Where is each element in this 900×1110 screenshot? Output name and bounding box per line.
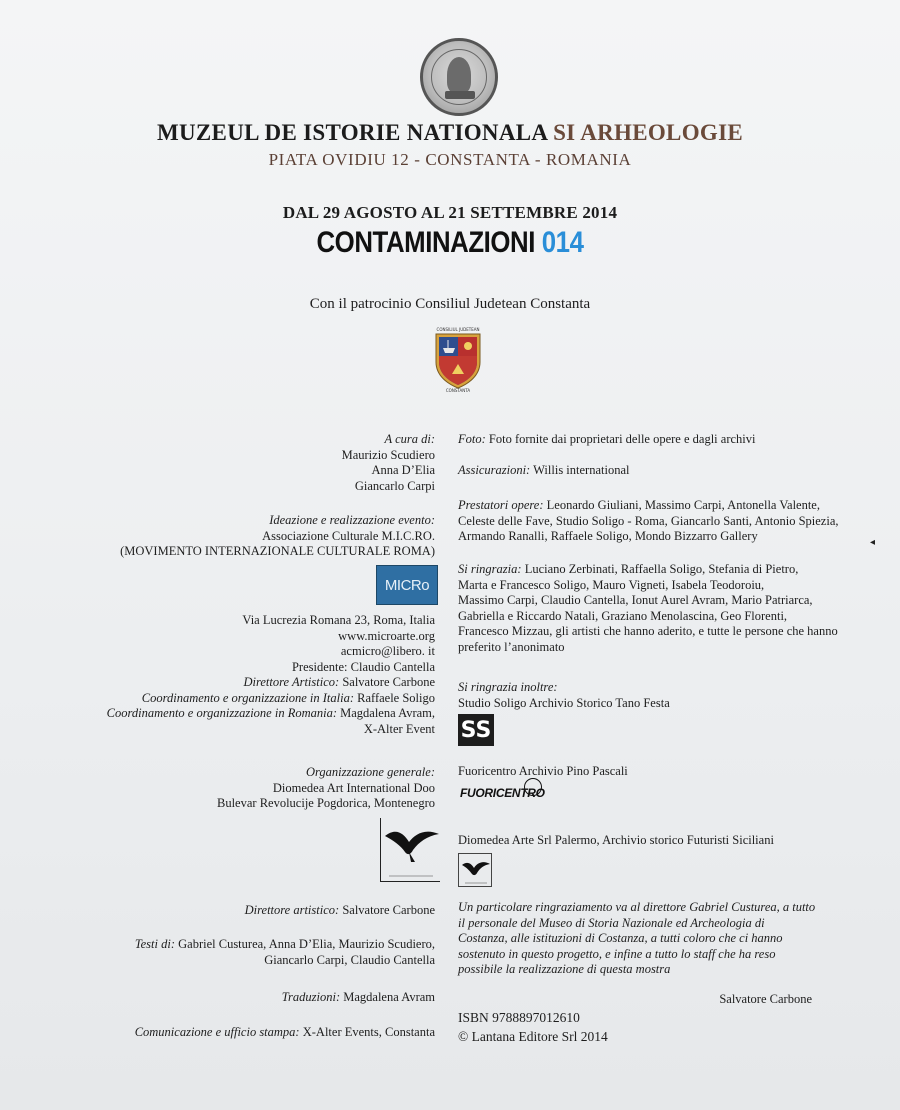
exhibition-year: 014 [541, 226, 584, 259]
comunicazione-value: X-Alter Events, Constanta [299, 1025, 435, 1039]
diomedea-block [458, 833, 868, 849]
patronage-text: Con il patrocinio Consiliul Judetean Constanta [309, 296, 591, 312]
coord-romania-label: Coordinamento e organizzazione in Romania: [106, 706, 337, 720]
org-line-2: Bulevar Revolucije Pogdorica, Montenegro [217, 796, 435, 810]
museum-title-part1: MUZEUL DE ISTORIE NATIONALA [157, 120, 554, 145]
ringrazia-line-3: Massimo Carpi, Claudio Cantella, Ionut Aurel Avram, Mario Patriarca, [458, 593, 813, 607]
seal-base [445, 91, 475, 99]
direttore-label: Direttore Artistico: [243, 675, 340, 689]
museum-address: PIATA OVIDIU 12 - CONSTANTA - ROMANIA [268, 150, 632, 169]
foto-block [458, 432, 868, 448]
organizzazione-block [217, 765, 435, 812]
ringrazia-line-1: Luciano Zerbinati, Raffaella Soligo, Stefania di Pietro, [521, 562, 799, 576]
testi-block [135, 937, 435, 968]
crest-caption-top: CONSILIUL JUDETEAN [436, 327, 480, 332]
coord-romania [107, 706, 435, 722]
foto-label: Foto: [458, 432, 486, 446]
curator-1: Maurizio Scudiero [341, 447, 435, 462]
direttore2-block [245, 903, 435, 919]
ringrazia-block [458, 562, 868, 655]
comunicazione-block [135, 1025, 435, 1041]
crest-graphic [428, 326, 488, 392]
testi-value: Gabriel Custurea, Anna D’Elia, Maurizio Scudiero, [175, 937, 435, 951]
comunicazione-label: Comunicazione e ufficio stampa: [134, 1025, 300, 1039]
ringrazia-inoltre-block [458, 680, 868, 711]
prestatori-line-3: Armando Ranalli, Raffaele Soligo, Mondo Bizzarro Gallery [458, 529, 758, 543]
org-line-1: Diomedea Art International Doo [272, 780, 435, 795]
a-cura-label: A cura di: [384, 432, 435, 446]
ringrazia-label: Si ringrazia: [458, 562, 522, 576]
testi-label: Testi di: [134, 937, 175, 951]
ringrazia-line-4: Gabriella e Riccardo Natali, Graziano Menolascina, Geo Florenti, [458, 608, 788, 623]
signature: Salvatore Carbone [719, 992, 812, 1006]
fuoricentro-circle-icon [524, 778, 542, 796]
fuoricentro-block [458, 764, 868, 780]
ringrazia-line-2: Marta e Francesco Soligo, Mauro Vigneti, Isabela Teodoroiu, [458, 577, 765, 592]
prestatori-block [458, 498, 868, 545]
ringraziamento-block [458, 900, 868, 978]
isbn-block [458, 1008, 868, 1046]
ideazione-line-2: (MOVIMENTO INTERNAZIONALE CULTURALE ROMA) [120, 544, 435, 558]
org-label: Organizzazione generale: [305, 765, 435, 779]
exhibition-title [63, 226, 837, 260]
bird-icon [381, 818, 441, 882]
email-link[interactable]: acmicro@libero. it [340, 644, 435, 658]
studio-soligo-logo: SS [458, 714, 494, 746]
prestatori-line-2: Celeste delle Fave, Studio Soligo - Roma, Giancarlo Santi, Antonio Spiezia, [458, 513, 839, 528]
small-bird-icon [459, 854, 493, 888]
coord-romania-value: Magdalena Avram, [337, 706, 435, 720]
diomedea-small-bird-logo [458, 853, 492, 887]
diomedea-text: Diomedea Arte Srl Palermo, Archivio storico Futuristi Siciliani [458, 833, 774, 847]
ringrazia-inoltre-label: Si ringrazia inoltre: [458, 680, 558, 694]
isbn: ISBN 9788897012610 [458, 1010, 580, 1025]
crest-caption-bottom: CONSTANTA [445, 388, 471, 392]
coord-romania-2: X-Alter Event [363, 721, 435, 736]
comunicazione [135, 1025, 435, 1041]
micro-address-block [107, 613, 435, 737]
fuoricentro-text: Fuoricentro Archivio Pino Pascali [458, 764, 628, 778]
ideazione-label: Ideazione e realizzazione evento: [269, 513, 435, 527]
traduzioni-label: Traduzioni: [281, 990, 341, 1004]
ringraziamento-line-4: sostenuto in questo progetto, e infine a tutto lo staff che ha reso [458, 946, 776, 961]
ringraziamento-line-3: Costanza, alle istituzioni di Costanza, a tutti coloro che ci hanno [458, 931, 783, 945]
coord-italia-label: Coordinamento e organizzazione in Italia: [141, 690, 354, 705]
website-link[interactable]: www.microarte.org [338, 628, 435, 643]
coord-italia-value: Raffaele Soligo [354, 690, 435, 705]
traduzioni [282, 990, 435, 1006]
fuoricentro-logo: FUORICENTRO [460, 786, 545, 800]
diomedea-bird-logo [380, 818, 440, 882]
presidente: Presidente: Claudio Cantella [291, 659, 435, 674]
ringraziamento-line-5: possibile la realizzazione di questa mostra [458, 962, 671, 976]
curators-block [342, 432, 435, 494]
seal-figure [447, 57, 471, 93]
foto-value: Foto fornite dai proprietari delle opere e dagli archivi [485, 432, 756, 446]
prestatori-label: Prestatori opere: [458, 498, 544, 512]
ringrazia-line-6: preferito l’anonimato [458, 639, 565, 654]
ringrazia-line-5: Francesco Mizzau, gli artisti che hanno aderito, e tutte le persone che hanno [458, 624, 838, 638]
testi [135, 937, 435, 953]
direttore-artistico [107, 675, 435, 691]
exhibition-name: CONTAMINAZIONI [316, 226, 542, 259]
direttore2-value: Salvatore Carbone [339, 903, 435, 917]
ringraziamento-line-2: il personale del Museo di Storia Nazionale ed Archeologia di [458, 915, 765, 930]
ringraziamento-line-1: Un particolare ringraziamento va al direttore Gabriel Custurea, a tutto [458, 900, 816, 914]
assicurazioni-block [458, 463, 868, 479]
ideazione-line-1: Associazione Culturale M.I.C.RO. [262, 528, 435, 543]
page-edge-mark-icon: ◂ [870, 537, 876, 548]
prestatori-line-1: Leonardo Giuliani, Massimo Carpi, Antonella Valente, [543, 498, 820, 512]
assicurazioni-label: Assicurazioni: [458, 463, 531, 477]
copyright: © Lantana Editore Srl 2014 [458, 1029, 608, 1044]
direttore2 [245, 903, 435, 919]
coord-italia [107, 691, 435, 707]
exhibition-dates: DAL 29 AGOSTO AL 21 SETTEMBRE 2014 [282, 203, 618, 222]
county-crest-icon [428, 326, 488, 392]
curator-2: Anna D’Elia [371, 463, 435, 477]
curator-3: Giancarlo Carpi [354, 478, 435, 493]
studio-soligo: Studio Soligo Archivio Storico Tano Festa [458, 695, 670, 710]
traduzioni-value: Magdalena Avram [340, 990, 435, 1004]
museum-title-part2: SI ARHEOLOGIE [553, 120, 743, 145]
direttore-value: Salvatore Carbone [339, 675, 435, 689]
traduzioni-block [282, 990, 435, 1006]
ideazione-block [120, 513, 435, 560]
direttore2-label: Direttore artistico: [244, 903, 340, 917]
testi-2: Giancarlo Carpi, Claudio Cantella [264, 952, 435, 967]
micro-logo: MICRo [376, 565, 438, 605]
museum-seal-icon [420, 38, 498, 116]
address-line-1: Via Lucrezia Romana 23, Roma, Italia [242, 613, 435, 627]
assicurazioni-value: Willis international [530, 463, 630, 477]
museum-title [0, 120, 900, 146]
